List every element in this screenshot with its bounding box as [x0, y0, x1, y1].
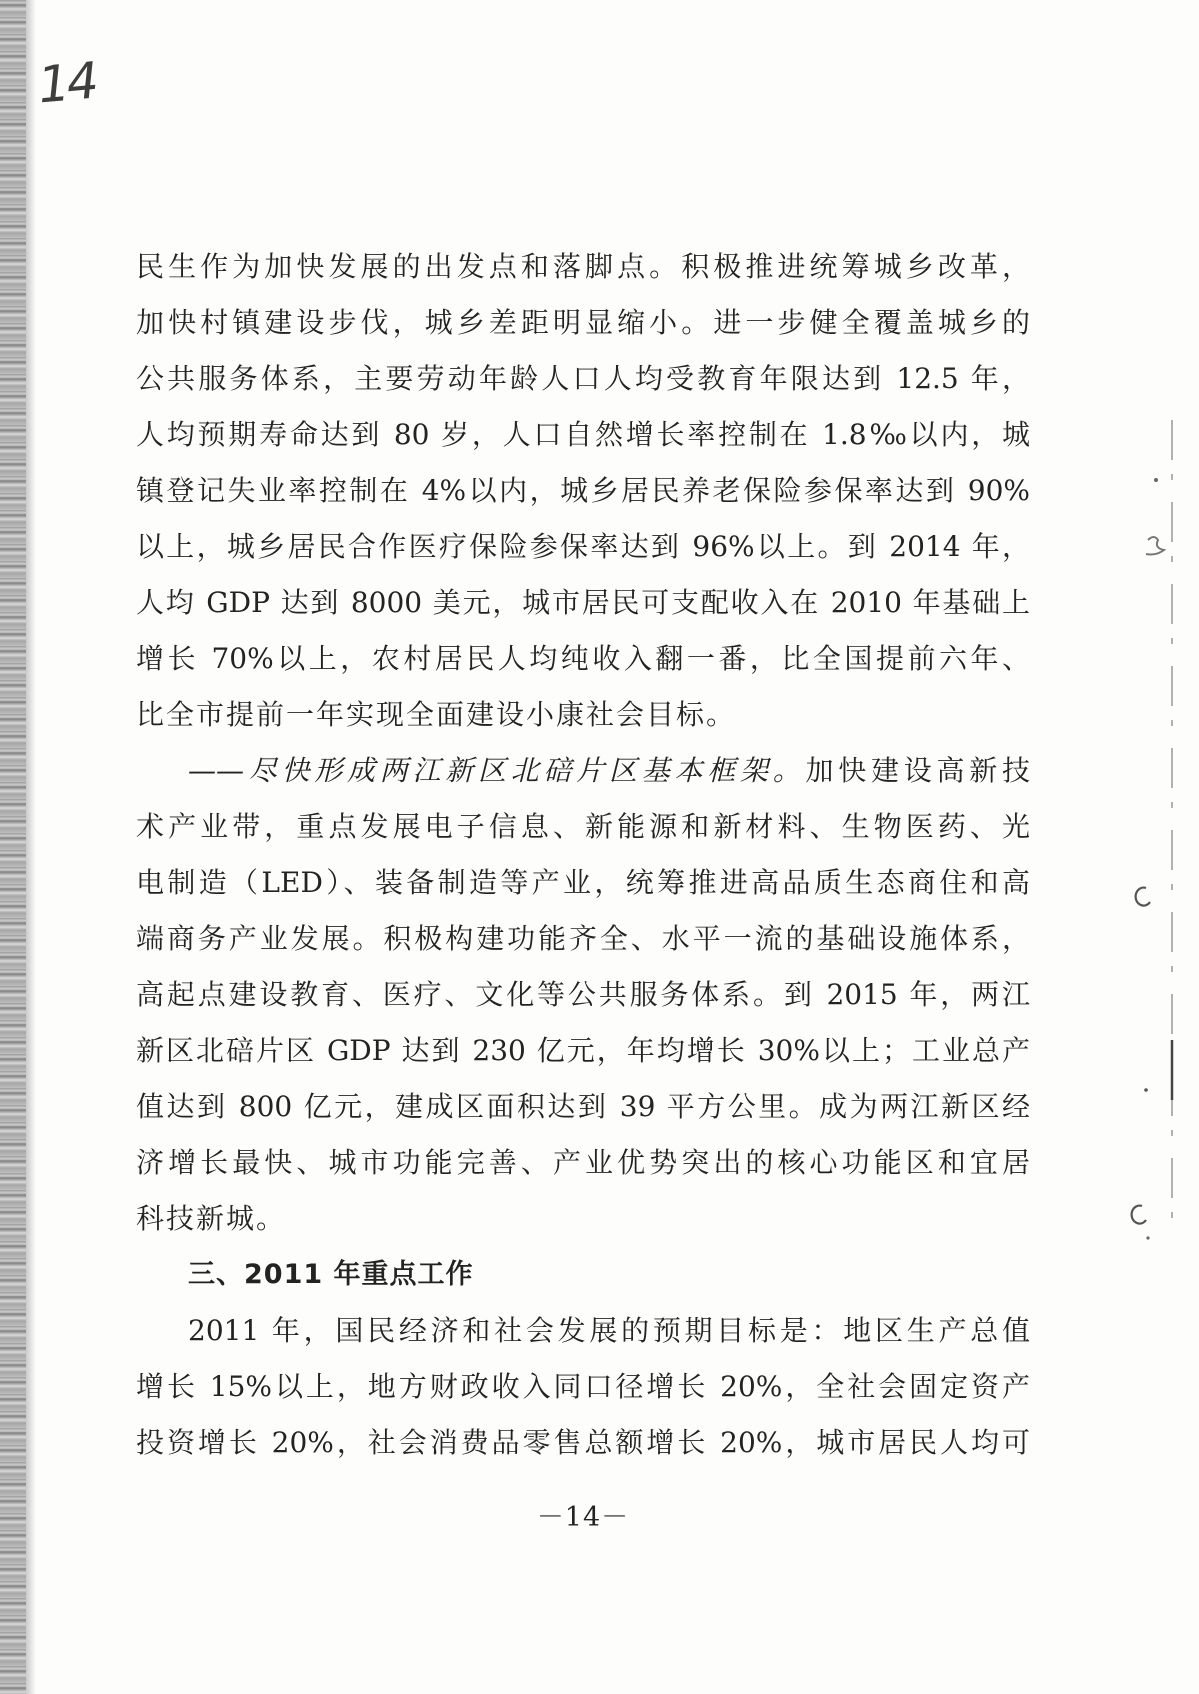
text-line: 镇登记失业率控制在 4%以内，城乡居民养老保险参保率达到 90% [136, 474, 1030, 507]
text-line: 电制造（LED）、装备制造等产业，统筹推进高品质生态商住和高 [136, 866, 1030, 899]
scanner-edge-strip [0, 0, 26, 1694]
text-line: 加快村镇建设步伐，城乡差距明显缩小。进一步健全覆盖城乡的 [136, 306, 1030, 339]
scan-dot [1144, 1088, 1148, 1092]
scanner-edge-shadow [26, 0, 36, 1694]
body-text [136, 239, 1030, 1471]
text-line: 人均预期寿命达到 80 岁，人口自然增长率控制在 1.8‰以内，城 [136, 418, 1030, 451]
text-line [136, 743, 1030, 799]
text-line: 高起点建设教育、医疗、文化等公共服务体系。到 2015 年，两江 [136, 978, 1030, 1011]
scan-dot [1154, 478, 1158, 482]
text-line: 民生作为加快发展的出发点和落脚点。积极推进统筹城乡改革， [136, 250, 1030, 283]
text-line: 新区北碚片区 GDP 达到 230 亿元，年均增长 30%以上；工业总产 [136, 1034, 1030, 1067]
text-line: 人均 GDP 达到 8000 美元，城市居民可支配收入在 2010 年基础上 [136, 586, 1030, 619]
text-line: 增长 70%以上，农村居民人均纯收入翻一番，比全国提前六年、 [136, 642, 1030, 675]
section-lead-italic: ——尽快形成两江新区北碚片区基本框架。 [188, 754, 806, 787]
text-line: 比全市提前一年实现全面建设小康社会目标。 [136, 698, 737, 731]
binding-hole-mark [1132, 1206, 1146, 1224]
text-line: 增长 15%以上，地方财政收入同口径增长 20%，全社会固定资产 [136, 1370, 1030, 1403]
section-heading: 三、2011 年重点工作 [188, 1259, 474, 1290]
margin-scan-marks [1100, 400, 1199, 1250]
handwritten-page-mark: 14 [35, 51, 99, 115]
text-line: 公共服务体系，主要劳动年龄人口人均受教育年限达到 12.5 年， [136, 362, 1030, 395]
text-line: 值达到 800 亿元，建成区面积达到 39 平方公里。成为两江新区经 [136, 1090, 1030, 1123]
text-line: 科技新城。 [136, 1202, 287, 1235]
page-number: －14－ [536, 1502, 630, 1533]
text-line: 济增长最快、城市功能完善、产业优势突出的核心功能区和宜居 [136, 1146, 1030, 1179]
text-line: 投资增长 20%，社会消费品零售总额增长 20%，城市居民人均可 [136, 1426, 1030, 1459]
text-fragment: 加快建设高新技 [805, 754, 1030, 787]
scan-smudge [1146, 537, 1164, 555]
text-line: 2011 年，国民经济和社会发展的预期目标是：地区生产总值 [188, 1314, 1030, 1347]
scan-dot [1146, 1236, 1149, 1239]
text-line: 端商务产业发展。积极构建功能齐全、水平一流的基础设施体系， [136, 922, 1030, 955]
binding-hole-mark [1136, 888, 1150, 906]
text-line: 术产业带，重点发展电子信息、新能源和新材料、生物医药、光 [136, 810, 1030, 843]
text-line: 以上，城乡居民合作医疗保险参保率达到 96%以上。到 2014 年， [136, 530, 1030, 563]
